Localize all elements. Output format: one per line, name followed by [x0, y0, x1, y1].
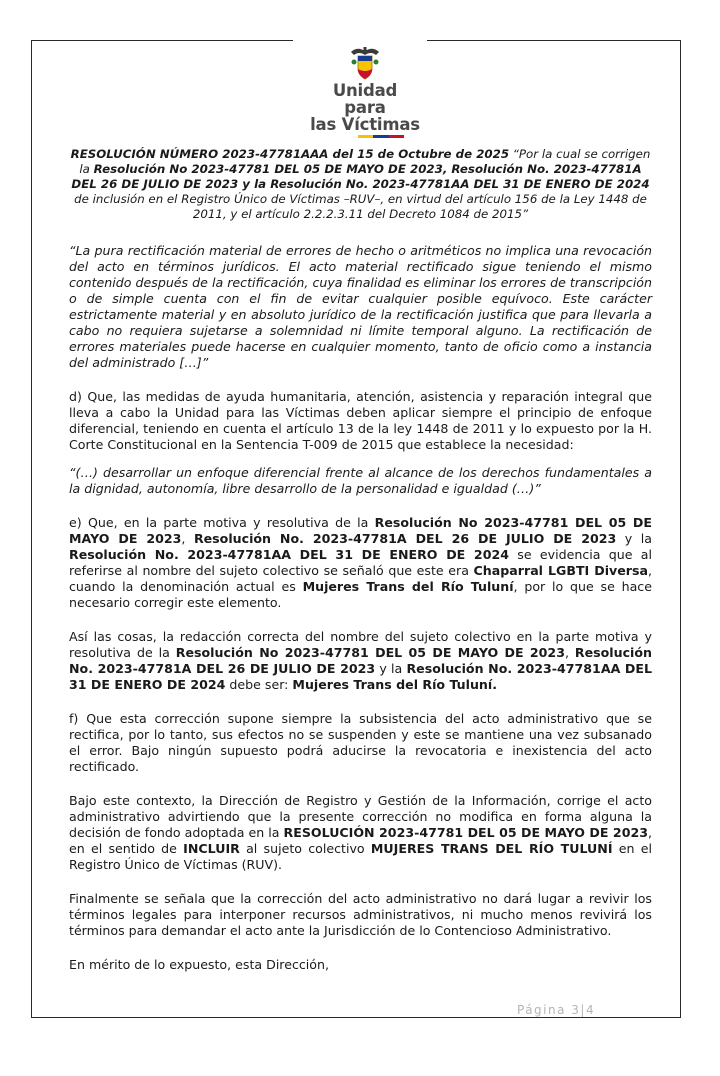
header-resolutions: Resolución No 2023-47781 DEL 05 DE MAYO DE 2023, Resolución No. 2023-47781A DEL 26 DE JULIO DE 2023 y la Resolución No. 2023-47781AA DEL 31 DE ENERO DE 2024 [71, 162, 650, 191]
text-run: Así las cosas, la redacción correcta del nombre del sujeto colectivo en la parte motiva y resolutiva de la [69, 629, 652, 660]
old-collective-name: Chaparral LGBTI Diversa [473, 563, 648, 578]
page-number: Página 3|4 [517, 1003, 596, 1017]
constitutional-court-quote: “(…) desarrollar un enfoque diferencial frente al alcance de los derechos fundamentales a la dignidad, autonomía, libre desarrollo de la personalidad e igualdad (…)” [69, 465, 652, 496]
resolution-ref: Resolución No. 2023-47781AA DEL 31 DE ENERO DE 2024 [69, 661, 653, 692]
logo-line-2: las Víctimas [310, 115, 420, 134]
resolution-ref: Resolución No. 2023-47781A DEL 26 DE JULIO DE 2023 [69, 645, 652, 676]
new-collective-name: Mujeres Trans del Río Tuluní [302, 579, 514, 594]
paragraph-d: d) Que, las medidas de ayuda humanitaria, atención, asistencia y reparación integral que lleva a cabo la Unidad para las Víctimas deben aplicar siempre el principio de enfoque diferencial, teniendo en cuenta el artículo 13 de la ley 1448 de 2011 y lo expuesto por la H. Corte Constitucional en la Sentencia T-009 de 2015 que establece la necesidad: [69, 389, 652, 452]
paragraph-e [69, 515, 652, 611]
text-run: e) Que, en la parte motiva y resolutiva de la [69, 515, 375, 530]
paragraph-f: f) Que esta corrección supone siempre la subsistencia del acto administrativo que se rectifica, por lo tanto, sus efectos no se suspenden y este se mantiene una vez subsanado el error. Bajo ningún supuesto podrá aducirse la revocatoria e inexistencia del acto rectificado. [69, 711, 652, 774]
resolution-ref: RESOLUCIÓN 2023-47781 DEL 05 DE MAYO DE 2023 [283, 825, 648, 840]
text-run: en el Registro Único de Víctimas (RUV). [69, 841, 652, 872]
include-keyword: INCLUIR [183, 841, 240, 856]
text-run: y la [616, 531, 652, 546]
resolution-ref: Resolución No. 2023-47781AA DEL 31 DE ENERO DE 2024 [69, 547, 509, 562]
logo-line-1: Unidad para [332, 81, 398, 117]
resolution-ref: Resolución No 2023-47781 DEL 05 DE MAYO DE 2023 [69, 515, 652, 546]
text-run: al sujeto colectivo [239, 841, 371, 856]
unidad-victimas-logo [310, 42, 420, 138]
text-run: , cuando la denominación actual es [69, 563, 652, 594]
correct-collective-name: Mujeres Trans del Río Tuluní. [292, 677, 497, 692]
text-run: Bajo este contexto, la Dirección de Registro y Gestión de la Información, corrige el acto administrativo advirtiendo que la presente corrección no modifica en forma alguna la decisión de fondo adoptada en la [69, 793, 652, 840]
collective-name-upper: MUJERES TRANS DEL RÍO TULUNÍ [370, 841, 613, 856]
resolution-ref: Resolución No. 2023-47781A DEL 26 DE JULIO DE 2023 [193, 531, 617, 546]
paragraph-final: Finalmente se señala que la corrección del acto administrativo no dará lugar a revivir los términos legales para interponer recursos administrativos, ni mucho menos revivirá los términos para demandar el acto ante la Jurisdicción de lo Contencioso Administrativo. [69, 891, 652, 938]
text-run: , [181, 531, 194, 546]
rectification-quote: “La pura rectificación material de errores de hecho o aritméticos no implica una revocación del acto en términos jurídicos. El acto material rectificado sigue teniendo el mismo contenido después de la rectificación, cuya finalidad es eliminar los errores de transcripción o de simple cuenta con el fin de evitar cualquier posible equívoco. Este carácter estrictamente material y en absoluto jurídico de la rectificación justifica que para llevarla a cabo no requiera sujetarse a solemnidad ni límite temporal alguno. La rectificación de errores materiales puede hacerse en cualquier momento, tanto de oficio como a instancia del administrado […]” [69, 243, 652, 370]
text-run: y la [375, 661, 407, 676]
paragraph-asi [69, 629, 652, 693]
header-text-2: de inclusión en el Registro Único de Víctimas –RUV–, en virtud del artículo 156 de la Ley 1448 de 2011, y el artículo 2.2.2.3.11 del Decreto 1084 de 2015” [74, 192, 647, 221]
resolution-number: RESOLUCIÓN NÚMERO 2023-47781AAA del 15 de Octubre de 2025 [70, 147, 510, 161]
resolution-ref: Resolución No 2023-47781 DEL 05 DE MAYO DE 2023 [175, 645, 565, 660]
paragraph-bajo [69, 793, 652, 873]
text-run: debe ser: [225, 677, 293, 692]
text-run: , en el sentido de [69, 825, 652, 856]
coat-of-arms-icon [345, 42, 385, 82]
text-run: , por lo que se hace necesario corregir este elemento. [69, 579, 652, 610]
flag-color-bar [358, 135, 404, 138]
paragraph-merito: En mérito de lo expuesto, esta Dirección, [69, 957, 329, 972]
document-body [69, 147, 652, 973]
text-run: , [564, 645, 575, 660]
text-run: se evidencia que al referirse al nombre del sujeto colectivo se señaló que este era [69, 547, 652, 578]
resolution-header [69, 147, 652, 222]
header-text-1: “Por la cual se corrigen la [79, 147, 651, 176]
